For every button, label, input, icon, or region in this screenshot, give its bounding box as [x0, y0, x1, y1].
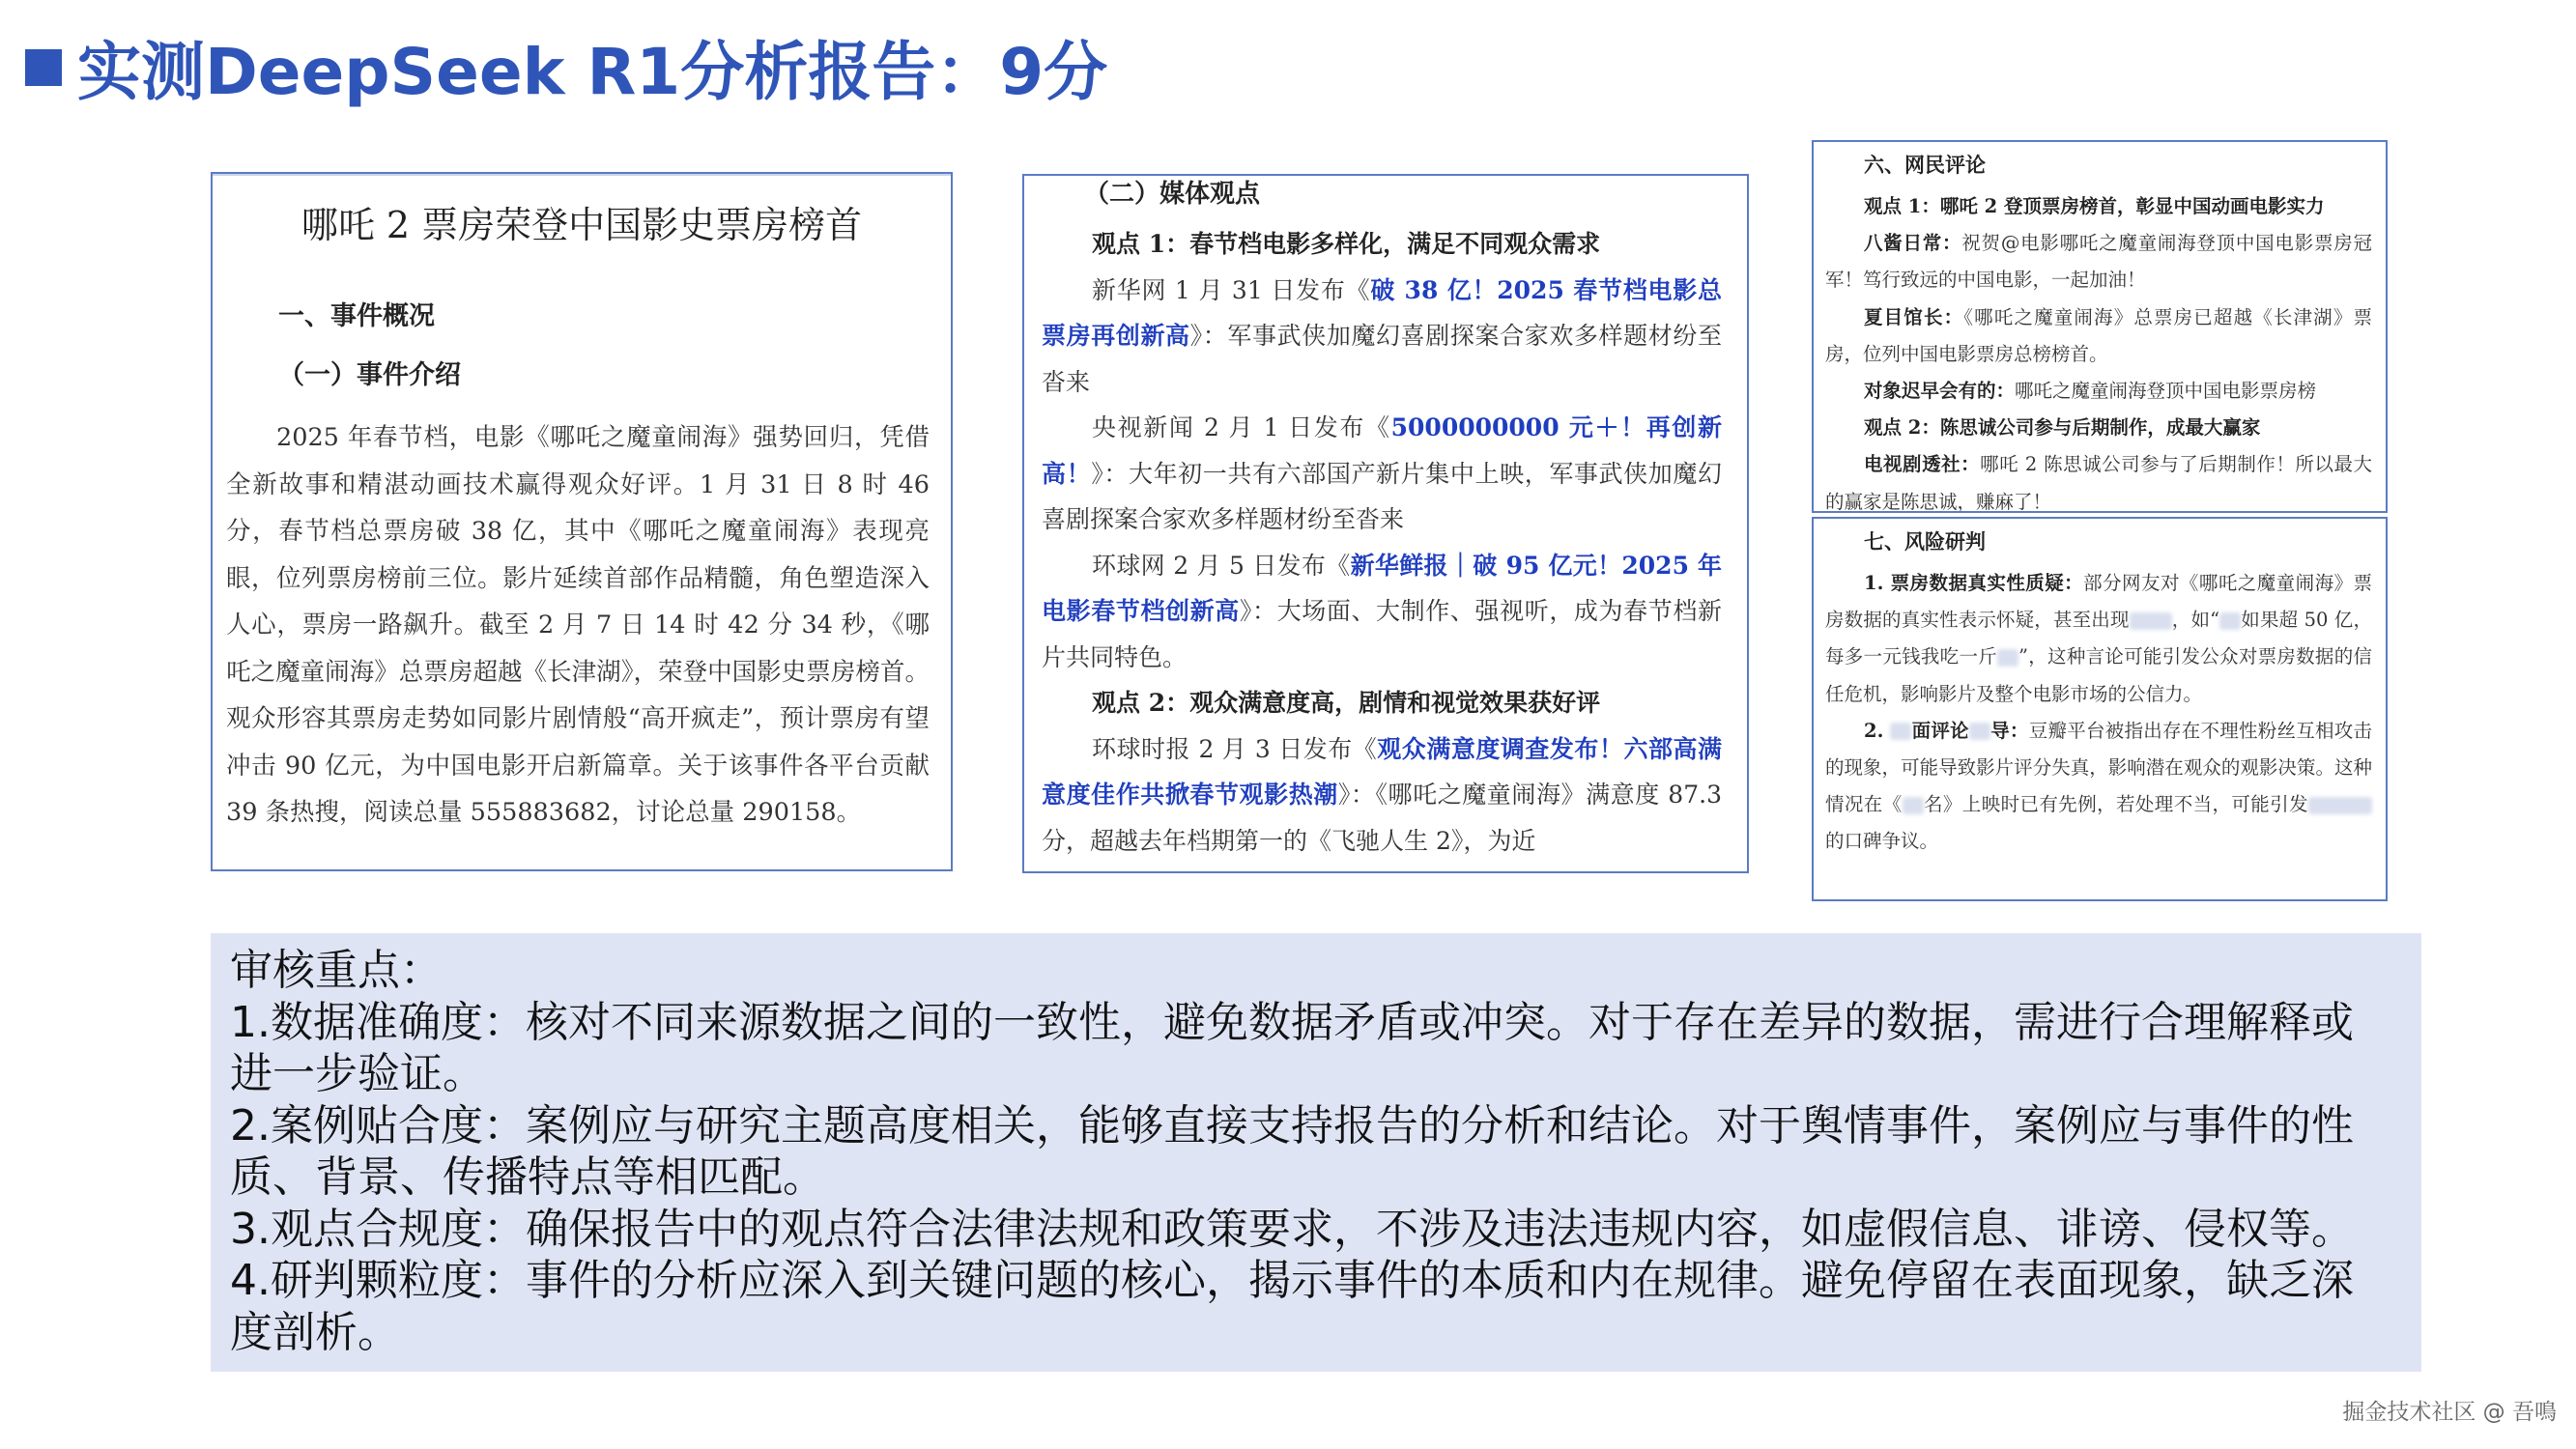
event-description: 2025 年春节档，电影《哪吒之魔童闹海》强势回归，凭借全新故事和精湛动画技术赢得观众好评。1 月 31 日 8 时 46 分，春节档总票房破 38 亿，其中《哪吒之魔童闹海》表现亮眼，位列票房榜前三位。影片延续首部作品精髓，角色塑造深入人心，票房一路飙升。截至 2 月 7 日 14 时 42 分 34 秒，《哪吒之魔童闹海》总票房超越《长津湖》，荣登中国影史票房榜首。观众形容其票房走势如同影片剧情般“高开疯走”，预计票房有望冲击 90 亿元，为中国电影开启新篇章。关于该事件各平台贡献 39 条热搜，阅读总量 555883682，讨论总量 290158。	[226, 423, 930, 827]
media-item-1	[1042, 268, 1722, 406]
review-line: 质、背景、传播特点等相匹配。	[230, 1152, 825, 1202]
review-line: 4.研判颗粒度：事件的分析应深入到关键问题的核心，揭示事件的本质和内在规律。避免停留在表面现象，缺乏深	[230, 1256, 2354, 1305]
panel-top-rule	[213, 174, 951, 176]
review-line: 度剖析。	[230, 1307, 400, 1357]
media-item-link[interactable]: 观众满意度调查发布！六部高满意度佳作共掀春节观影热潮	[1042, 734, 1722, 809]
redacted-text	[2130, 612, 2172, 630]
risk-text: 的口碑争议。	[1825, 830, 1939, 853]
view-heading-2: 观点 2：观众满意度高，剧情和视觉效果获好评	[1092, 689, 1601, 717]
review-heading: 审核重点：	[230, 946, 443, 995]
media-item-3	[1042, 543, 1722, 681]
report-panel-overview	[211, 172, 953, 871]
review-focus-box	[211, 933, 2421, 1372]
risk-heading: 2.	[1864, 719, 1891, 742]
risk-text: 部分网友对《哪吒之魔童闹海》票房数据的真实性表示怀疑，甚至出现	[1825, 572, 2372, 632]
title-square-icon	[25, 49, 62, 86]
media-item-text: 》：大年初一共有六部国产新片集中上映，军事武侠加魔幻喜剧探案合家欢多样题材纷至沓来	[1042, 459, 1722, 533]
review-line: 1.数据准确度：核对不同来源数据之间的一致性，避免数据矛盾或冲突。对于存在差异的数据，需进行合理解释或	[230, 997, 2354, 1047]
slide-title: 实测DeepSeek R1分析报告：9分	[77, 34, 1108, 109]
report-panel-media-views	[1022, 174, 1749, 873]
slide-title-bar	[25, 17, 1107, 114]
section-heading: 六、网民评论	[1864, 153, 1986, 177]
media-item-link[interactable]: 破 38 亿！2025 春节档电影总票房再创新高	[1042, 275, 1722, 350]
comment-author: 夏目馆长：	[1864, 305, 1964, 328]
media-item-link[interactable]: 5000000000 元＋！再创新高！	[1042, 413, 1723, 488]
section-heading: （二）媒体观点	[1084, 180, 1261, 209]
risk-text: 豆瓣平台被指出存在不理性粉丝互相攻击的现象，可能导致影片评分失真，影响潜在观众的观影决策。这种情况在《	[1825, 719, 2372, 816]
comment-item	[1825, 373, 2372, 410]
redacted-text	[1969, 723, 1990, 740]
watermark-footer: 掘金技术社区 @ 吾鳴	[2342, 1400, 2557, 1425]
view-heading-2: 观点 2：陈思诚公司参与后期制作，成最大赢家	[1864, 416, 2261, 440]
media-item-source: 环球时报 2 月 3 日发布《	[1092, 734, 1378, 763]
risk-text: ”，这种言论可能引发公众对票房数据的信任危机，影响影片及整个电影市场的公信力。	[1825, 645, 2372, 705]
report-title: 哪吒 2 票房荣登中国影史票房榜首	[301, 204, 863, 246]
report-panel-risk-assessment	[1812, 517, 2388, 901]
risk-item-2	[1825, 713, 2372, 861]
redacted-text	[2308, 797, 2372, 814]
redacted-text	[1903, 797, 1924, 814]
comment-text: 《哪吒之魔童闹海》总票房已超越《长津湖》票房，位列中国电影票房总榜榜首。	[1825, 305, 2372, 365]
risk-heading: 导：	[1989, 719, 2029, 742]
redacted-text	[1997, 649, 2018, 667]
view-heading-1: 观点 1：哪吒 2 登顶票房榜首，彰显中国动画电影实力	[1864, 195, 2325, 217]
report-panel-netizen-comments	[1812, 140, 2388, 513]
comment-text: 祝贺@电影哪吒之魔童闹海登顶中国电影票房冠军！笃行致远的中国电影，一起加油！	[1825, 232, 2372, 292]
comment-author: 八酱日常：	[1864, 232, 1962, 255]
risk-text: ，如“	[2171, 609, 2220, 632]
media-views-body	[1042, 221, 1722, 864]
redacted-text	[2219, 612, 2241, 630]
media-item-source: 新华网 1 月 31 日发布《	[1092, 275, 1371, 304]
comment-item	[1825, 299, 2372, 373]
view-heading-1: 观点 1：春节档电影多样化，满足不同观众需求	[1092, 230, 1601, 258]
comment-author: 电视剧透社：	[1864, 453, 1981, 476]
risk-heading: 面评论	[1911, 719, 1969, 742]
redacted-text	[1890, 723, 1911, 740]
risk-body	[1825, 565, 2372, 861]
comment-item	[1825, 446, 2372, 513]
section-heading: 七、风险研判	[1864, 529, 1986, 554]
review-line: 3.观点合规度：确保报告中的观点符合法律法规和政策要求，不涉及违法违规内容，如虚假信息、诽谤、侵权等。	[230, 1204, 2354, 1254]
comment-text: 哪吒之魔童闹海登顶中国电影票房榜	[2015, 380, 2317, 403]
comment-item	[1825, 225, 2372, 298]
media-item-source: 环球网 2 月 5 日发布《	[1092, 551, 1351, 580]
section-heading: 一、事件概况	[278, 301, 435, 331]
risk-text: 名》上映时已有先例，若处理不当，可能引发	[1923, 793, 2308, 816]
review-line: 2.案例贴合度：案例应与研究主题高度相关，能够直接支持报告的分析和结论。对于舆情事件，案例应与事件的性	[230, 1100, 2354, 1151]
risk-item-1	[1825, 565, 2372, 713]
comment-author: 对象迟早会有的：	[1864, 380, 2016, 403]
media-item-text: 》：《哪吒之魔童闹海》满意度 87.3 分，超越去年档期第一的《飞驰人生 2》，为近	[1042, 781, 1722, 855]
media-item-text: 》：军事武侠加魔幻喜剧探案合家欢多样题材纷至沓来	[1042, 322, 1722, 396]
review-line: 进一步验证。	[230, 1049, 485, 1098]
media-item-link[interactable]: 新华鲜报｜破 95 亿元！2025 年电影春节档创新高	[1042, 551, 1722, 625]
media-item-text: 》：大场面、大制作、强视听，成为春节档新片共同特色。	[1042, 597, 1722, 671]
subsection-heading: （一）事件介绍	[278, 360, 461, 390]
media-item-source: 央视新闻 2 月 1 日发布《	[1092, 413, 1391, 441]
comment-text: 哪吒 2 陈思诚公司参与了后期制作！所以最大的赢家是陈思诚，赚麻了！	[1825, 453, 2372, 513]
risk-heading: 1. 票房数据真实性质疑：	[1864, 572, 2084, 594]
media-item-4	[1042, 726, 1722, 865]
risk-text: 如果超 50 亿，每多一元钱我吃一斤	[1825, 609, 2372, 668]
comments-body	[1825, 188, 2372, 513]
media-item-2	[1042, 405, 1722, 543]
